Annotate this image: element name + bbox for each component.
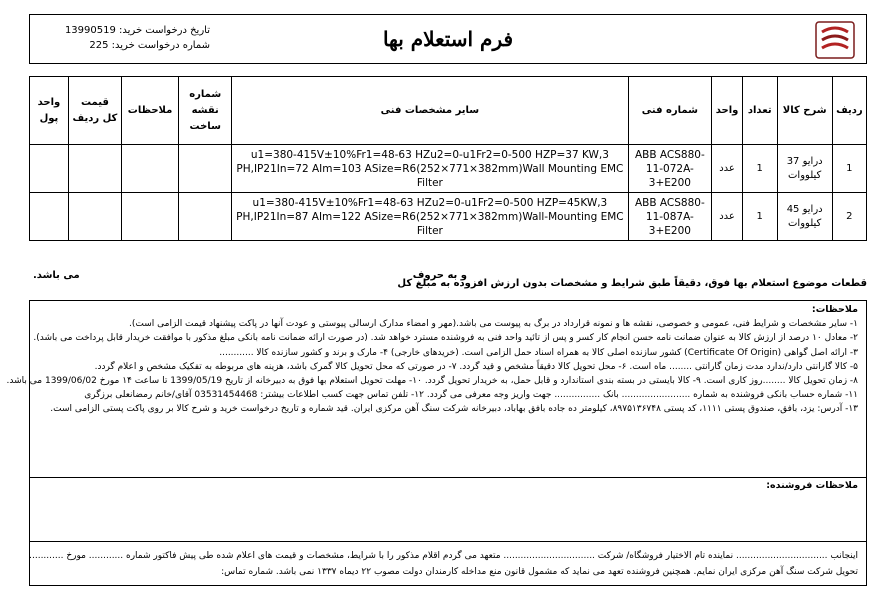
col-remarks: ملاحظات <box>121 77 178 145</box>
form-header <box>29 14 867 64</box>
cell-unit: عدد <box>712 193 743 241</box>
request-number-value: 225 <box>89 40 109 51</box>
cell-total-price <box>68 193 121 241</box>
summary-text: قطعات موضوع استعلام بها فوق، دقیقاً طبق شرایط و مشخصات بدون ارزش افزوده به مبلغ کل <box>397 278 867 289</box>
company-logo-icon <box>814 20 856 60</box>
cell-remarks <box>121 145 178 193</box>
cell-remarks <box>121 193 178 241</box>
items-table <box>29 76 867 241</box>
commitment-footer <box>29 542 867 586</box>
cell-unit: عدد <box>712 145 743 193</box>
total-summary <box>29 266 867 296</box>
request-date-label: تاریخ درخواست خرید: <box>119 25 210 36</box>
cell-drawing-number <box>179 145 232 193</box>
cell-row: 1 <box>832 145 866 193</box>
col-specs: سایر مشخصات فنی <box>232 77 628 145</box>
commitment-line-2: تحویل شرکت سنگ آهن مرکزی ایران نمایم. همچنین فروشنده تعهد می نماید که مشمول قانون منع مداخله کارمندان دولت مصوب ۲۲ دیماه ۱۳۳۷ نمی باشد. شماره تماس: <box>221 567 858 577</box>
note-line: ۲- معادل ۱۰ درصد از ارزش کالا به عنوان ضمانت نامه حسن انجام کار کسر و پس از تائید واحد فنی به فروشنده مسترد خواهد شد. (در صورت ارائه ضمانت نامه بانکی مبلغ مذکور با موافقت خریدار قابل پرداخت می باشد). <box>33 333 858 344</box>
col-row: ردیف <box>832 77 866 145</box>
cell-technical-number: ABB ACS880-11-072A-3+E200 <box>628 145 712 193</box>
note-line: ۳- ارائه اصل گواهی (Certificate Of Origin) کشور سازنده اصلی کالا به همراه اسناد حمل الزامی است. (خریدهای خارجی) ۴- مارک و برند و کشور سازنده کالا ............ <box>219 347 858 358</box>
request-number-label: شماره درخواست خرید: <box>111 40 210 51</box>
note-line: ۱- سایر مشخصات و شرایط فنی، عمومی و خصوصی، نقشه ها و نمونه قرارداد در برگ به پیوست می باشد.(مهر و امضاء مدارک ارسالی پیوستی و عودت آنها در پاکت پیشنهاد قیمت الزامی است). <box>129 319 858 330</box>
cell-technical-number: ABB ACS880-11-087A-3+E200 <box>628 193 712 241</box>
summary-in-words: و به حروف <box>412 270 467 281</box>
col-quantity: تعداد <box>742 77 777 145</box>
note-line: ۱۳- آدرس: یزد، بافق، صندوق پستی ۱۱۱۱، کد پستی ۸۹۷۵۱۳۶۷۴۸، کیلومتر ده جاده بافق بهاباد، دبیرخانه شرکت سنگ آهن مرکزی ایران. قید شماره و تاریخ درخواست خرید و شرح کالا بر روی پاکت پستی الزامی است. <box>50 404 858 415</box>
cell-specs: u1=380-415V±10%Fr1=48-63 HZu2=0-u1Fr2=0-500 HZP=45KW,3 PH,IP21In=87 AIm=122 ASize=R6(252×771×382mm)Wall-Mounting EMC Filter <box>232 193 628 241</box>
note-line: ۵- کالا گارانتی دارد/ندارد مدت زمان گارانتی ........ ماه است. ۶- محل تحویل کالا دقیقاً مشخص و قید گردد. ۷- در صورتی که محل تحویل کالا گمرک باشد، هزینه های مربوطه به تفکیک مشخص و اعلام گردد. <box>94 361 858 372</box>
cell-currency <box>30 193 69 241</box>
seller-remarks-box <box>29 478 867 542</box>
form-title: فرم استعلام بها <box>382 27 514 51</box>
cell-quantity: 1 <box>742 145 777 193</box>
cell-description: درایو 45 کیلووات <box>777 193 832 241</box>
table-header-row <box>30 77 867 145</box>
cell-row: 2 <box>832 193 866 241</box>
inquiry-form <box>6 14 867 586</box>
notes-box <box>6 300 867 478</box>
col-currency: واحد پول <box>30 77 69 145</box>
table-row <box>30 145 867 193</box>
col-drawing-number: شماره نقشه ساخت <box>179 77 232 145</box>
note-line: ۸- زمان تحویل کالا ........روز کاری است. ۹- کالا بایستی در بسته بندی استاندارد و قابل حمل، به خریدار تحویل گردد. ۱۰- مهلت تحویل استعلام بها فوق به دبیرخانه از تاریخ 1399/05/19 تا ساعت ۱۴ مورخ 1399/06/02 می باشد. <box>6 376 858 387</box>
cell-drawing-number <box>179 193 232 241</box>
col-technical-number: شماره فنی <box>628 77 712 145</box>
notes-title: ملاحظات: <box>811 304 858 315</box>
cell-specs: u1=380-415V±10%Fr1=48-63 HZu2=0-u1Fr2=0-500 HZP=37 KW,3 PH,IP21In=72 AIm=103 ASize=R6(252×771×382mm)Wall Mounting EMC Filter <box>232 145 628 193</box>
cell-description: درایو 37 کیلووات <box>777 145 832 193</box>
seller-remarks-title: ملاحظات فروشنده: <box>766 480 858 491</box>
col-description: شرح کالا <box>777 77 832 145</box>
note-line: ۱۱- شماره حساب بانکی فروشنده به شماره ........................ بانک ................ جهت واریز وجه معرفی می گردد. ۱۲- تلفن تماس جهت کسب اطلاعات بیشتر: 03531454468 آقای/خانم رمضانعلی برزگری <box>84 390 858 401</box>
cell-currency <box>30 145 69 193</box>
commitment-line-1: اینجانب ................................ نماینده تام الاختیار فروشگاه/ شرکت ................................ متعهد می گردم اقلام مذکور را با شرایط، مشخصات و قیمت های اعلام شده طی پیش فاکتور شماره ............ مورخ ............ <box>29 551 858 561</box>
table-row <box>30 193 867 241</box>
col-unit: واحد <box>712 77 743 145</box>
request-date-value: 13990519 <box>64 25 116 36</box>
cell-total-price <box>68 145 121 193</box>
summary-end: می باشد. <box>33 270 80 281</box>
col-total-price: قیمت کل ردیف <box>68 77 121 145</box>
cell-quantity: 1 <box>742 193 777 241</box>
